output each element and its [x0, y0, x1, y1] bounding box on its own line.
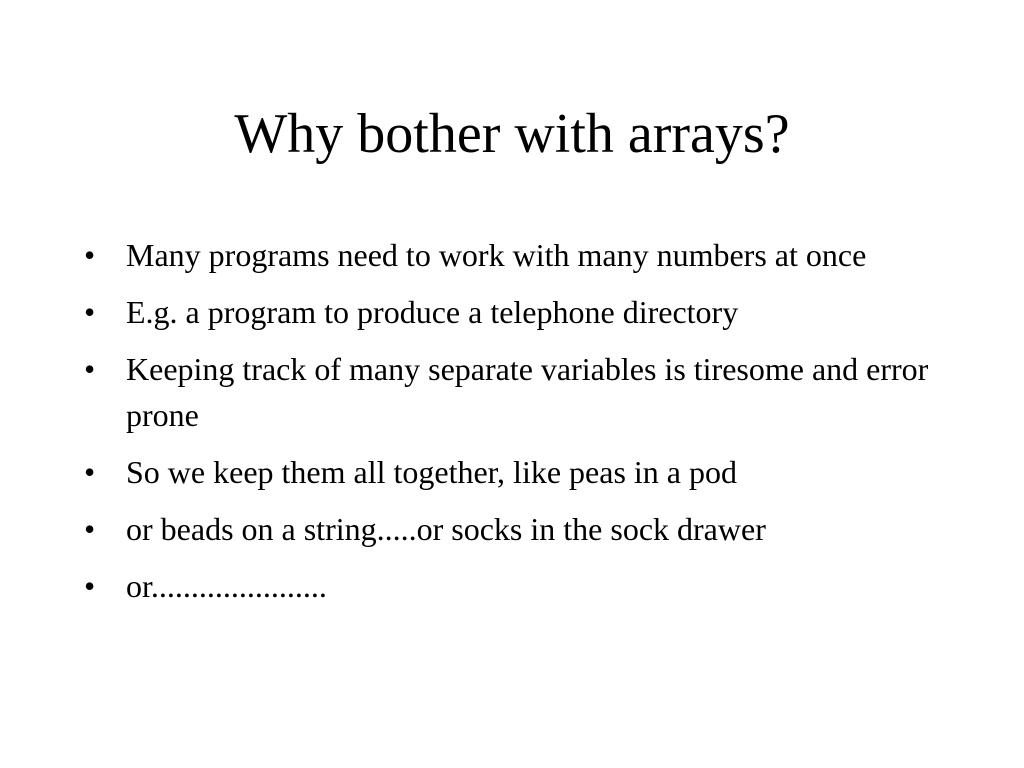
- bullet-item: [84, 346, 944, 438]
- bullet-item: [84, 449, 944, 495]
- bullet-item: [84, 563, 944, 609]
- bullet-dot-icon: •: [84, 351, 96, 387]
- bullet-dot-icon: •: [84, 237, 96, 273]
- bullet-dot-icon: •: [84, 511, 96, 547]
- bullet-text: E.g. a program to produce a telephone directory: [126, 294, 739, 330]
- bullet-item: [84, 506, 944, 552]
- bullet-text: So we keep them all together, like peas in a pod: [126, 454, 737, 490]
- bullet-dot-icon: •: [84, 568, 96, 604]
- bullet-list: [84, 232, 944, 620]
- bullet-text: or......................: [126, 568, 327, 604]
- bullet-item: [84, 232, 944, 278]
- bullet-dot-icon: •: [84, 294, 96, 330]
- bullet-item: [84, 289, 944, 335]
- slide-title: Why bother with arrays?: [234, 103, 790, 165]
- bullet-dot-icon: •: [84, 454, 96, 490]
- bullet-text: Many programs need to work with many numbers at once: [126, 237, 867, 273]
- bullet-text: Keeping track of many separate variables is tiresome and error prone: [126, 351, 929, 433]
- bullet-text: or beads on a string.....or socks in the sock drawer: [126, 511, 766, 547]
